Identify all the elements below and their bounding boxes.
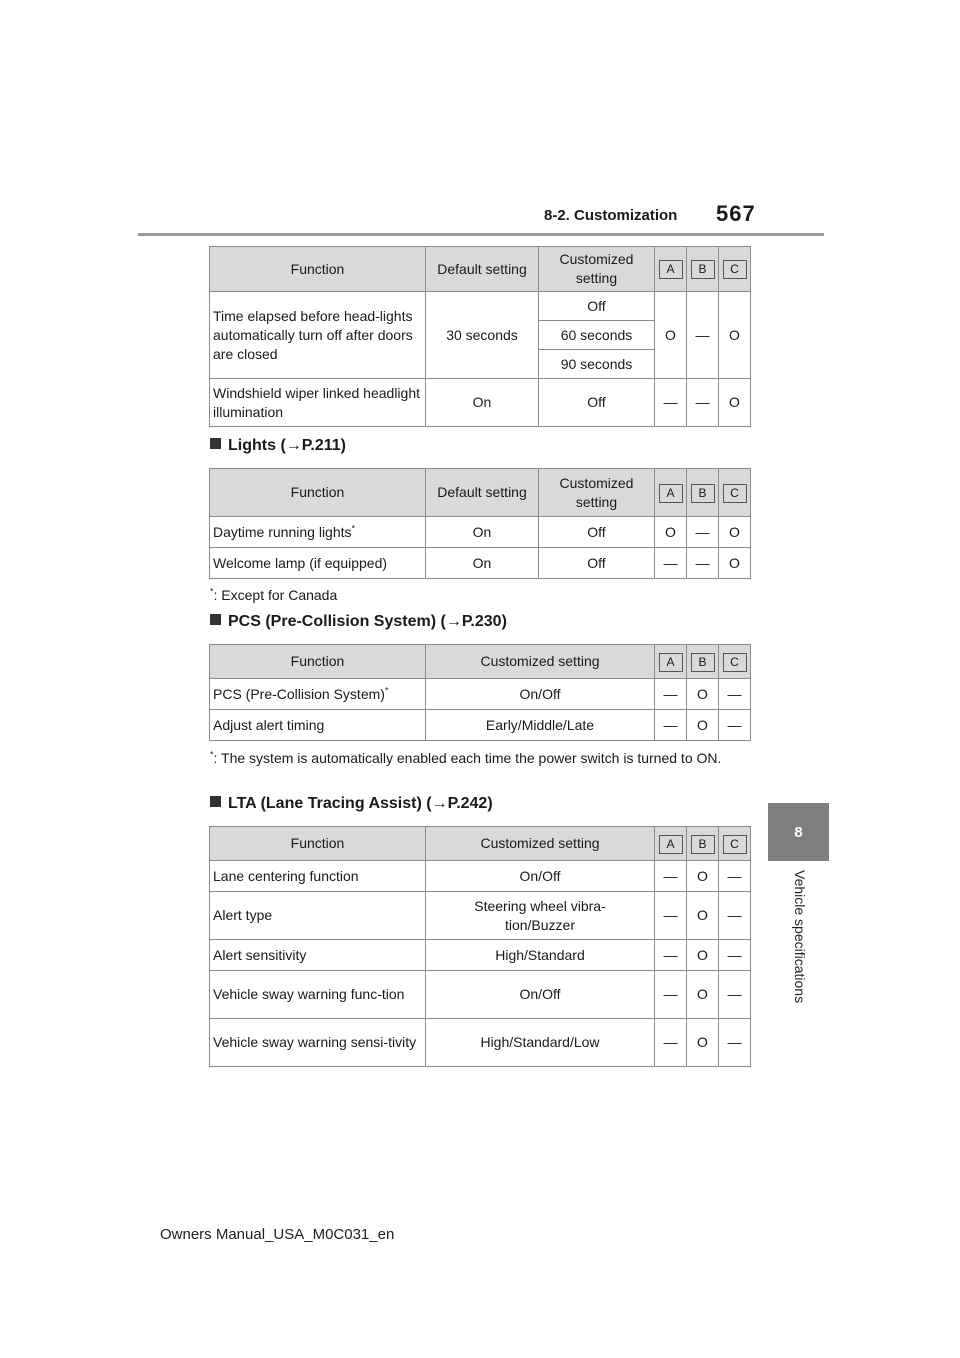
table-row	[210, 548, 751, 579]
col-default: Default setting	[426, 247, 539, 292]
col-customized: Customized setting	[426, 645, 655, 679]
cell-b: —	[687, 379, 719, 427]
cell-c: O	[719, 548, 751, 579]
cell-default: On	[426, 379, 539, 427]
col-a	[655, 247, 687, 292]
cell-function	[210, 517, 426, 548]
cell-c: —	[719, 679, 751, 710]
cell-a: —	[655, 1019, 687, 1067]
cell-function: Adjust alert timing	[210, 710, 426, 741]
table-row	[210, 710, 751, 741]
cell-customized: High/Standard	[426, 940, 655, 971]
page-number: 567	[716, 201, 756, 226]
col-a	[655, 827, 687, 861]
cell-customized: Early/Middle/Late	[426, 710, 655, 741]
table-row	[210, 861, 751, 892]
cell-function: Welcome lamp (if equipped)	[210, 548, 426, 579]
bullet-square-icon	[210, 614, 221, 625]
footnote-text: : The system is automatically enabled each time the power switch is turned to ON.	[213, 750, 722, 766]
footnote-mark: *	[210, 749, 214, 760]
table-header-row	[210, 827, 751, 861]
col-default: Default setting	[426, 469, 539, 517]
letter-a-box: A	[659, 484, 683, 503]
letter-c-box: C	[723, 260, 747, 279]
col-c	[719, 247, 751, 292]
cell-b: —	[687, 292, 719, 379]
letter-c-box: C	[723, 653, 747, 672]
settings-table-headlights	[209, 246, 751, 427]
col-c	[719, 645, 751, 679]
col-function: Function	[210, 827, 426, 861]
col-c	[719, 469, 751, 517]
cell-a: —	[655, 971, 687, 1019]
cell-customized: Off	[539, 548, 655, 579]
pcs-heading	[210, 613, 507, 631]
pcs-heading-text: PCS (Pre-Collision System) (→P.230)	[228, 613, 507, 630]
table-header-row	[210, 645, 751, 679]
col-a	[655, 645, 687, 679]
col-customized: Customized setting	[539, 469, 655, 517]
col-c	[719, 827, 751, 861]
cell-function: Alert type	[210, 892, 426, 940]
settings-table-lights	[209, 468, 751, 579]
footnote-mark: *	[351, 522, 356, 533]
cell-b: O	[687, 679, 719, 710]
cell-default: On	[426, 517, 539, 548]
section-title: 8-2. Customization	[544, 207, 678, 224]
settings-table-pcs	[209, 644, 751, 741]
cell-function: Windshield wiper linked headlight illumination	[210, 379, 426, 427]
lights-footnote	[210, 586, 337, 605]
cell-b: —	[687, 517, 719, 548]
table-row	[210, 379, 751, 427]
cell-customized: On/Off	[426, 861, 655, 892]
cell-customized: On/Off	[426, 971, 655, 1019]
footnote-mark: *	[210, 586, 214, 597]
cell-customized: Off	[539, 379, 655, 427]
cell-function: Alert sensitivity	[210, 940, 426, 971]
table-row	[210, 517, 751, 548]
cell-c: —	[719, 861, 751, 892]
cell-option: 60 seconds	[539, 321, 655, 350]
cell-option: 90 seconds	[539, 350, 655, 379]
col-b	[687, 247, 719, 292]
lights-heading-text: Lights (→P.211)	[228, 437, 346, 454]
letter-c-box: C	[723, 484, 747, 503]
cell-c: O	[719, 292, 751, 379]
cell-function: Vehicle sway warning func-tion	[210, 971, 426, 1019]
bullet-square-icon	[210, 438, 221, 449]
cell-a: —	[655, 861, 687, 892]
col-customized: Customized setting	[539, 247, 655, 292]
table-row	[210, 892, 751, 940]
table-row	[210, 292, 751, 321]
footnote-mark: *	[384, 684, 389, 695]
lta-heading	[210, 795, 493, 813]
lights-heading	[210, 437, 346, 455]
bullet-square-icon	[210, 796, 221, 807]
cell-b: —	[687, 548, 719, 579]
cell-function	[210, 679, 426, 710]
cell-customized: On/Off	[426, 679, 655, 710]
letter-b-box: B	[691, 835, 715, 854]
cell-customized: Steering wheel vibra-tion/Buzzer	[426, 892, 655, 940]
cell-b: O	[687, 940, 719, 971]
letter-b-box: B	[691, 484, 715, 503]
settings-table-lta	[209, 826, 751, 1067]
cell-a: —	[655, 379, 687, 427]
cell-default: On	[426, 548, 539, 579]
cell-a: O	[655, 292, 687, 379]
letter-a-box: A	[659, 835, 683, 854]
table-row	[210, 971, 751, 1019]
letter-b-box: B	[691, 653, 715, 672]
col-function: Function	[210, 247, 426, 292]
cell-function: Lane centering function	[210, 861, 426, 892]
table-row	[210, 1019, 751, 1067]
cell-c: O	[719, 379, 751, 427]
col-customized: Customized setting	[426, 827, 655, 861]
cell-a: —	[655, 679, 687, 710]
chapter-label: Vehicle specifications	[792, 870, 808, 1004]
letter-b-box: B	[691, 260, 715, 279]
header-divider	[138, 233, 824, 236]
cell-b: O	[687, 710, 719, 741]
cell-b: O	[687, 1019, 719, 1067]
cell-c: —	[719, 710, 751, 741]
col-b	[687, 645, 719, 679]
cell-b: O	[687, 971, 719, 1019]
table-header-row	[210, 247, 751, 292]
cell-a: —	[655, 940, 687, 971]
table-row	[210, 679, 751, 710]
cell-a: —	[655, 892, 687, 940]
cell-c: —	[719, 940, 751, 971]
function-text: PCS (Pre-Collision System)	[213, 685, 385, 702]
lta-heading-text: LTA (Lane Tracing Assist) (→P.242)	[228, 795, 493, 812]
table-header-row	[210, 469, 751, 517]
footnote-text: : Except for Canada	[213, 587, 338, 603]
pcs-footnote	[210, 749, 764, 768]
letter-a-box: A	[659, 260, 683, 279]
cell-c: —	[719, 971, 751, 1019]
table-row	[210, 940, 751, 971]
cell-a: O	[655, 517, 687, 548]
col-a	[655, 469, 687, 517]
function-text: Daytime running lights	[213, 523, 352, 540]
col-function: Function	[210, 645, 426, 679]
cell-option: Off	[539, 292, 655, 321]
cell-customized: High/Standard/Low	[426, 1019, 655, 1067]
document-footer: Owners Manual_USA_M0C031_en	[160, 1226, 395, 1243]
col-b	[687, 469, 719, 517]
cell-a: —	[655, 548, 687, 579]
letter-c-box: C	[723, 835, 747, 854]
cell-b: O	[687, 892, 719, 940]
cell-c: O	[719, 517, 751, 548]
chapter-tab: 8	[768, 803, 829, 861]
cell-default: 30 seconds	[426, 292, 539, 379]
letter-a-box: A	[659, 653, 683, 672]
cell-customized: Off	[539, 517, 655, 548]
cell-function: Time elapsed before head-lights automatically turn off after doors are closed	[210, 292, 426, 379]
cell-b: O	[687, 861, 719, 892]
cell-a: —	[655, 710, 687, 741]
cell-function: Vehicle sway warning sensi-tivity	[210, 1019, 426, 1067]
cell-c: —	[719, 892, 751, 940]
col-b	[687, 827, 719, 861]
col-function: Function	[210, 469, 426, 517]
cell-c: —	[719, 1019, 751, 1067]
